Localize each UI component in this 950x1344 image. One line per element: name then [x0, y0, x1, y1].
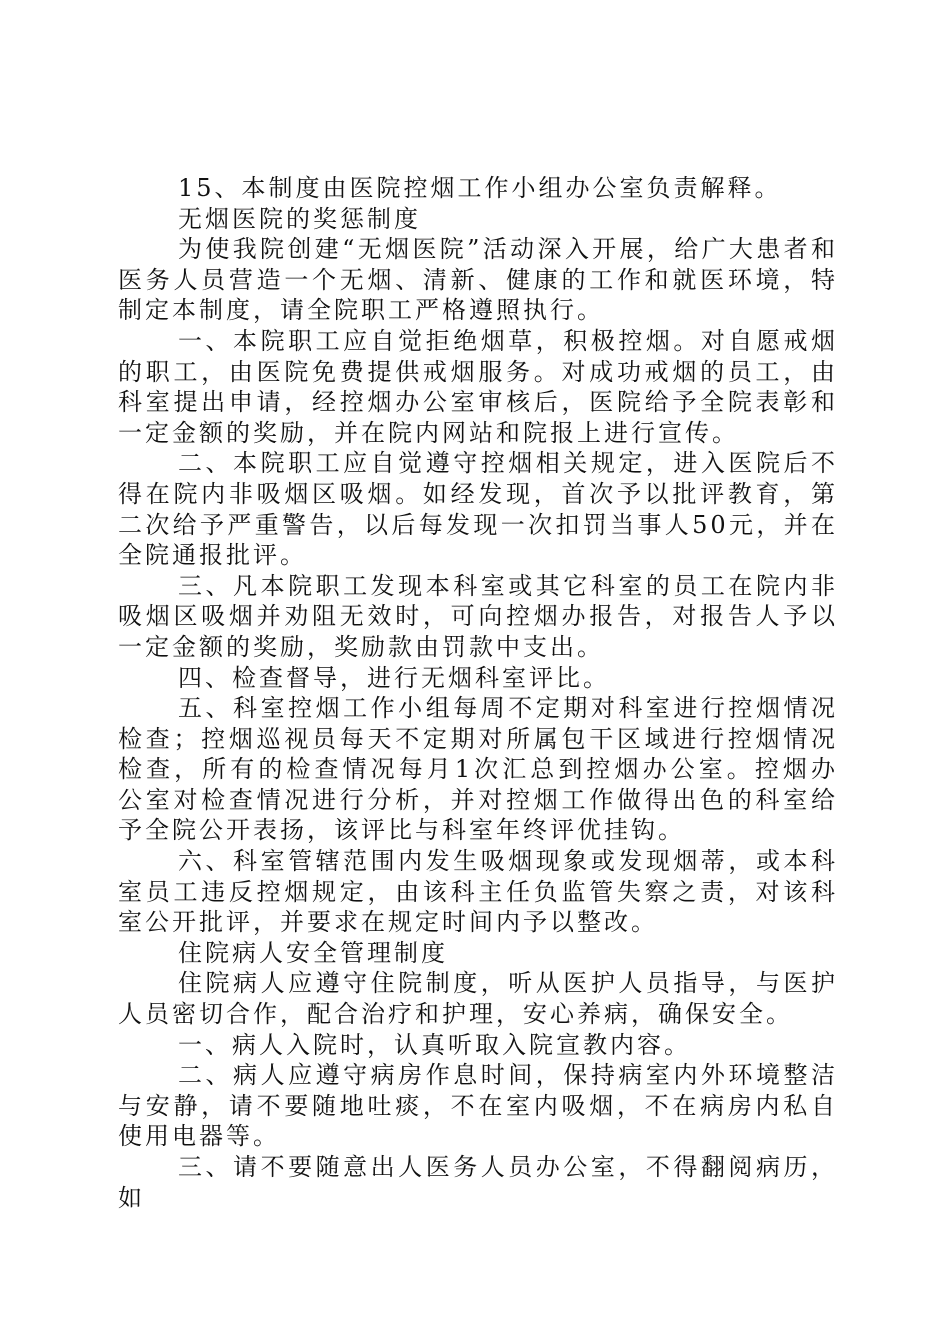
document-body: [118, 173, 838, 1213]
paragraph-inpatient-rule-3: 三、请不要随意出人医务人员办公室，不得翻阅病历，如: [118, 1153, 838, 1212]
paragraph-rule-4: 四、检查督导，进行无烟科室评比。: [178, 663, 610, 692]
section-title-inpatient-safety: 住院病人安全管理制度: [178, 938, 448, 967]
paragraph-rule-2: 二、本院职工应自觉遵守控烟相关规定，进入医院后不得在院内非吸烟区吸烟。如经发现，首次予以批评教育，第二次给予严重警告，以后每发现一次扣罚当事人50元，并在全院通报批评。: [118, 449, 838, 570]
section-title-smoke-free-rewards: 无烟医院的奖惩制度: [178, 204, 421, 233]
paragraph-inpatient-rule-1: 一、病人入院时，认真听取入院宣教内容。: [178, 1030, 691, 1059]
paragraph-rule-6: 六、科室管辖范围内发生吸烟现象或发现烟蒂，或本科室员工违反控烟规定，由该科主任负监管失察之责，对该科室公开批评，并要求在规定时间内予以整改。: [118, 847, 838, 937]
paragraph-rule-1: 一、本院职工应自觉拒绝烟草，积极控烟。对自愿戒烟的职工，由医院免费提供戒烟服务。对成功戒烟的员工，由科室提出申请，经控烟办公室审核后，医院给予全院表彰和一定金额的奖励，并在院内网站和院报上进行宣传。: [118, 326, 838, 447]
paragraph-inpatient-rule-2: 二、病人应遵守病房作息时间，保持病室内外环境整洁与安静，请不要随地吐痰，不在室内吸烟，不在病房内私自使用电器等。: [118, 1061, 838, 1151]
paragraph-inpatient-intro: 住院病人应遵守住院制度，听从医护人员指导，与医护人员密切合作，配合治疗和护理，安心养病，确保安全。: [118, 969, 838, 1029]
paragraph-intro-smoke-free: 为使我院创建“无烟医院”活动深入开展，给广大患者和医务人员营造一个无烟、清新、健康的工作和就医环境，特制定本制度，请全院职工严格遵照执行。: [118, 235, 838, 325]
paragraph-rule-3: 三、凡本院职工发现本科室或其它科室的员工在院内非吸烟区吸烟并劝阻无效时，可向控烟办报告，对报告人予以一定金额的奖励，奖励款由罚款中支出。: [118, 571, 838, 661]
paragraph-clause-15: 15、本制度由医院控烟工作小组办公室负责解释。: [178, 174, 782, 202]
paragraph-rule-5: 五、科室控烟工作小组每周不定期对科室进行控烟情况检查；控烟巡视员每天不定期对所属包干区域进行控烟情况检查，所有的检查情况每月1次汇总到控烟办公室。控烟办公室对检查情况进行分析，并对控烟工作做得出色的科室给予全院公开表扬，该评比与科室年终评优挂钩。: [118, 694, 838, 845]
